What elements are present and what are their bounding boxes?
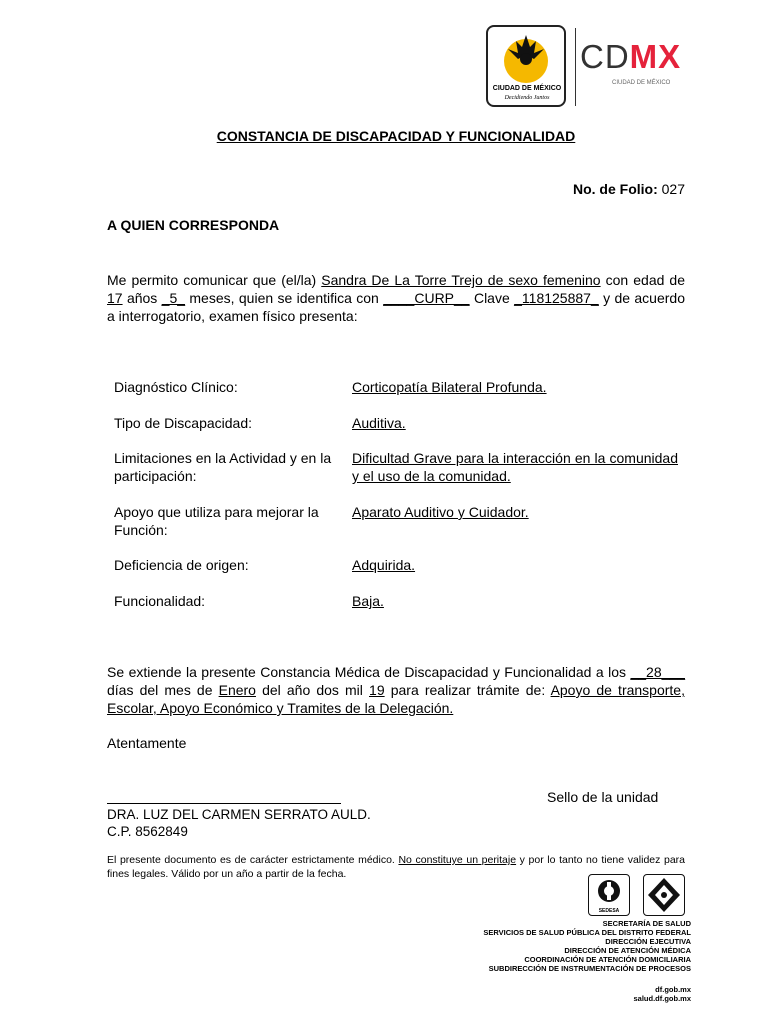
functionality-value: Baja. xyxy=(352,593,384,609)
intro-text: con edad de xyxy=(600,272,685,288)
patient-age-years: 17 xyxy=(107,290,123,306)
footer-line: COORDINACIÓN DE ATENCIÓN DOMICILIARIA xyxy=(524,955,691,964)
functionality-label: Funcionalidad: xyxy=(114,593,206,609)
footer-line: DIRECCIÓN DE ATENCIÓN MÉDICA xyxy=(564,946,691,955)
sedesa-label: SEDESA xyxy=(598,908,620,914)
limitations-label: Limitaciones en la Actividad y en la participación: xyxy=(114,450,332,484)
disclaimer-text: El presente documento es de carácter estrictamente médico. xyxy=(107,854,399,866)
support-value: Aparato Auditivo y Cuidador. xyxy=(352,504,529,520)
brand-mx-text: MX xyxy=(629,38,682,75)
logo-city-label: CIUDAD DE MÉXICO xyxy=(492,85,562,92)
closing-text: Se extiende la presente Constancia Médica de Discapacidad y Funcionalidad a los xyxy=(107,664,631,680)
footer-link[interactable]: df.gob.mx xyxy=(655,985,691,994)
disability-type-value: Auditiva. xyxy=(352,415,406,431)
institution-footer xyxy=(483,919,691,973)
intro-text: y de acuerdo a interrogatorio, examen físico presenta: xyxy=(107,290,685,324)
folio-label: No. de Folio: xyxy=(572,181,658,197)
footer-link[interactable]: salud.df.gob.mx xyxy=(633,994,691,1003)
brand-cd-text: CD xyxy=(580,38,630,75)
health-emblem-icon xyxy=(644,875,684,915)
sign-off: Atentamente xyxy=(107,735,187,751)
cdmx-brand-logo xyxy=(580,40,681,73)
intro-text: Clave xyxy=(469,290,515,306)
greeting: A QUIEN CORRESPONDA xyxy=(107,217,280,233)
issue-month: Enero xyxy=(218,682,256,698)
closing-text: para realizar trámite de: xyxy=(384,682,551,698)
logo-slogan-label: Decidiendo Juntos xyxy=(504,95,550,101)
diagnosis-value: Corticopatía Bilateral Profunda. xyxy=(352,379,547,395)
procedure-purpose: Apoyo de transporte, Escolar, Apoyo Económico y Tramites de la Delegación. xyxy=(107,682,685,716)
patient-name: Sandra De La Torre Trejo de sexo femenino xyxy=(321,272,601,288)
document-title: CONSTANCIA DE DISCAPACIDAD Y FUNCIONALIDAD xyxy=(216,128,576,144)
doctor-license: C.P. 8562849 xyxy=(107,824,188,839)
sedesa-seal-logo xyxy=(588,874,630,916)
folio-number xyxy=(573,181,685,197)
angel-emblem-icon xyxy=(488,29,564,89)
unit-seal-label: Sello de la unidad xyxy=(547,789,659,805)
logo-divider xyxy=(575,28,576,106)
deficiency-origin-label: Deficiencia de origen: xyxy=(114,557,249,573)
footer-line: DIRECCIÓN EJECUTIVA xyxy=(605,937,691,946)
disability-type-label: Tipo de Discapacidad: xyxy=(114,415,253,431)
intro-text: meses, quien se identifica con xyxy=(185,290,384,306)
folio-value: 027 xyxy=(661,181,685,197)
intro-text: años xyxy=(122,290,162,306)
support-label: Apoyo que utiliza para mejorar la Función: xyxy=(114,504,319,538)
id-type: ____CURP__ xyxy=(383,290,470,306)
footer-line: SUBDIRECCIÓN DE INSTRUMENTACIÓN DE PROCESOS xyxy=(488,964,691,973)
intro-text: Me permito comunicar que (el/la) xyxy=(107,272,322,288)
doctor-signature-block xyxy=(107,806,371,840)
disclaimer-text: y por lo tanto no tiene validez para fines legales. Válido por un año a partir de la fecha. xyxy=(107,854,685,880)
diagnosis-label: Diagnóstico Clínico: xyxy=(114,379,238,395)
closing-text: días del mes de xyxy=(107,682,219,698)
footer-line: SERVICIOS DE SALUD PÚBLICA DEL DISTRITO FEDERAL xyxy=(483,928,691,937)
id-number: _118125887_ xyxy=(514,290,599,306)
limitations-value: Dificultad Grave para la interacción en la comunidad y el uso de la comunidad. xyxy=(352,450,678,484)
disclaimer-emphasis: No constituye un peritaje xyxy=(398,854,517,866)
patient-age-months: _5_ xyxy=(161,290,186,306)
health-services-seal-logo xyxy=(643,874,685,916)
sedesa-emblem-icon xyxy=(589,877,629,907)
closing-text: del año dos mil xyxy=(255,682,370,698)
issue-day: __28___ xyxy=(630,664,685,680)
closing-paragraph xyxy=(107,663,685,717)
issue-year: 19 xyxy=(369,682,385,698)
footer-line: SECRETARÍA DE SALUD xyxy=(602,919,691,928)
intro-paragraph xyxy=(107,271,685,325)
brand-subtitle: CIUDAD DE MÉXICO xyxy=(612,80,671,86)
signature-line xyxy=(107,803,341,804)
footer-links xyxy=(633,985,691,1003)
deficiency-origin-value: Adquirida. xyxy=(352,557,416,573)
doctor-name: DRA. LUZ DEL CARMEN SERRATO AULD. xyxy=(107,807,371,822)
